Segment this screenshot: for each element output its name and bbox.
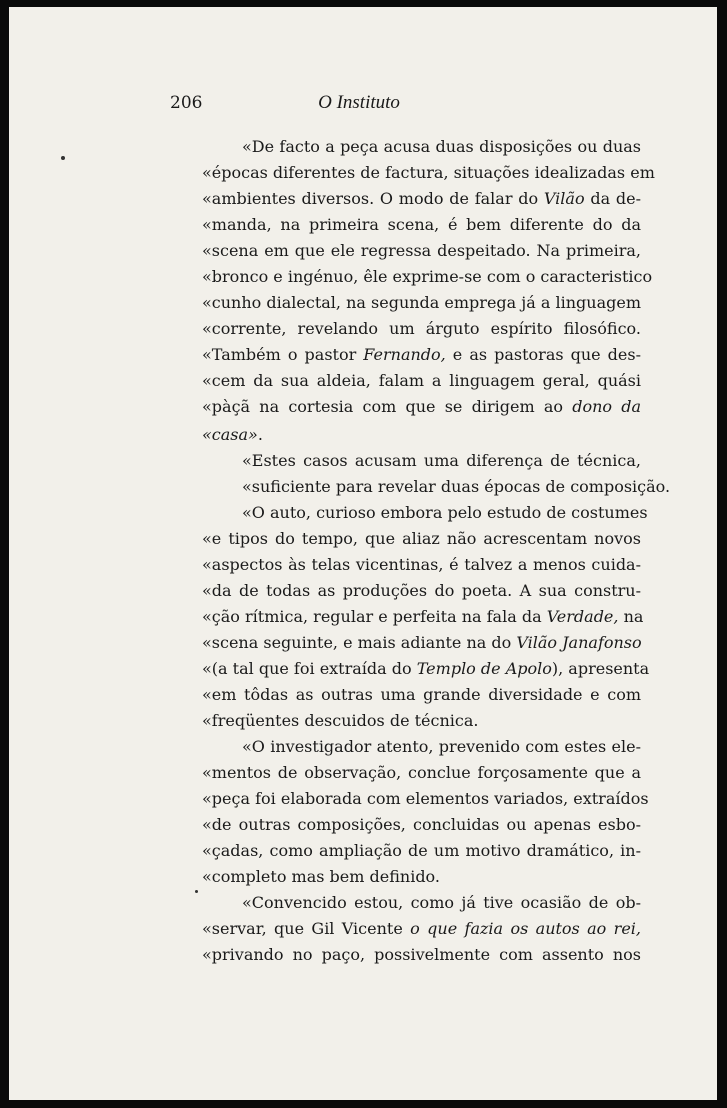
text-line bbox=[202, 916, 641, 942]
text-line bbox=[242, 734, 641, 760]
italic-fragment: o que fazia os autos ao rei, bbox=[410, 919, 641, 938]
text-fragment: ), apresenta bbox=[551, 659, 650, 678]
italic-fragment: Templo de Apolo bbox=[416, 659, 552, 678]
text-line bbox=[242, 448, 641, 474]
text-line bbox=[202, 630, 641, 656]
text-line bbox=[242, 500, 648, 526]
text-line bbox=[202, 422, 641, 448]
text-line bbox=[242, 134, 641, 160]
text-line bbox=[202, 552, 641, 578]
text-fragment: . bbox=[257, 425, 263, 444]
book-page bbox=[9, 7, 717, 1100]
ink-speck bbox=[61, 156, 65, 160]
text-fragment: «freqüentes descuidos de técnica. bbox=[202, 711, 479, 730]
text-line bbox=[202, 838, 641, 864]
text-fragment: «çadas, como ampliação de um motivo dramático, in- bbox=[202, 841, 641, 860]
text-line bbox=[202, 290, 641, 316]
text-fragment: «(a tal que foi extraída do bbox=[202, 659, 417, 678]
ink-speck bbox=[195, 890, 198, 893]
italic-fragment: Vilão bbox=[543, 189, 585, 208]
text-fragment: «pàçã na cortesia com que se dirigem ao bbox=[202, 397, 573, 416]
italic-fragment: dono da bbox=[572, 397, 642, 416]
text-line bbox=[202, 604, 644, 630]
text-fragment: «épocas diferentes de factura, situações idealizadas em bbox=[202, 163, 655, 182]
text-line bbox=[202, 760, 641, 786]
text-line bbox=[242, 890, 641, 916]
italic-fragment: Verdade, bbox=[546, 607, 619, 626]
text-fragment: «manda, na primeira scena, é bem diferente do da bbox=[202, 215, 641, 234]
text-fragment: «e tipos do tempo, que aliaz não acrescentam novos bbox=[202, 529, 641, 548]
text-line bbox=[202, 264, 653, 290]
text-line bbox=[202, 942, 641, 968]
text-line bbox=[202, 682, 641, 708]
text-line bbox=[202, 578, 641, 604]
text-fragment: «aspectos às telas vicentinas, é talvez a menos cuida- bbox=[202, 555, 641, 574]
italic-fragment: Vilão Janafonso bbox=[516, 633, 642, 652]
text-fragment: «mentos de observação, conclue forçosamente que a bbox=[202, 763, 641, 782]
text-line bbox=[202, 186, 641, 212]
text-fragment: «completo mas bem definido. bbox=[202, 867, 440, 886]
text-line bbox=[202, 368, 641, 394]
text-line bbox=[202, 212, 641, 238]
text-fragment: «Estes casos acusam uma diferença de técnica, bbox=[242, 451, 641, 470]
text-line bbox=[202, 812, 641, 838]
text-fragment: «privando no paço, possivelmente com assento nos bbox=[202, 945, 641, 964]
text-fragment: na bbox=[618, 607, 644, 626]
text-line bbox=[202, 656, 650, 682]
text-fragment: «Convencido estou, como já tive ocasião de ob- bbox=[242, 893, 641, 912]
text-line bbox=[202, 342, 641, 368]
text-fragment: «Também o pastor bbox=[202, 345, 364, 364]
text-fragment: «scena em que ele regressa despeitado. Na primeira, bbox=[202, 241, 641, 260]
text-fragment: «ambientes diversos. bbox=[202, 189, 375, 208]
text-fragment: «da de todas as produções do poeta. A sua constru- bbox=[202, 581, 641, 600]
text-line bbox=[202, 316, 641, 342]
text-fragment: «De facto a peça acusa duas disposições ou duas bbox=[242, 137, 641, 156]
text-fragment: «cunho dialectal, na segunda emprega já a linguagem bbox=[202, 293, 641, 312]
text-fragment: «peça foi elaborada com elementos variados, extraídos bbox=[202, 789, 649, 808]
italic-fragment: Fernando, bbox=[363, 345, 446, 364]
text-line bbox=[202, 864, 641, 890]
running-title: O Instituto bbox=[318, 92, 400, 113]
text-fragment: «suficiente para revelar duas épocas de composição. bbox=[242, 477, 671, 496]
text-fragment: O modo de falar do bbox=[374, 189, 544, 208]
text-fragment: «scena seguinte, e mais adiante na do bbox=[202, 633, 517, 652]
text-fragment: «ção rítmica, regular e perfeita na fala da bbox=[202, 607, 547, 626]
text-line bbox=[202, 394, 641, 420]
text-fragment: e as pastoras que des- bbox=[445, 345, 641, 364]
page-number: 206 bbox=[170, 93, 203, 113]
text-line bbox=[202, 238, 641, 264]
text-fragment: «bronco e ingénuo, êle exprime-se com o caracteristico bbox=[202, 267, 653, 286]
text-line bbox=[202, 160, 655, 186]
text-line bbox=[202, 708, 641, 734]
text-fragment: «cem da sua aldeia, falam a linguagem geral, quási bbox=[202, 371, 641, 390]
text-line bbox=[202, 526, 641, 552]
text-line bbox=[202, 786, 649, 812]
italic-fragment: «casa» bbox=[202, 425, 258, 444]
text-fragment: «O auto, curioso embora pelo estudo de costumes bbox=[242, 503, 648, 522]
text-fragment: «de outras composições, concluidas ou apenas esbo- bbox=[202, 815, 641, 834]
text-fragment: «O investigador atento, prevenido com estes ele- bbox=[242, 737, 641, 756]
text-fragment: da de- bbox=[584, 189, 641, 208]
text-fragment: «corrente, revelando um árguto espírito filosófico. bbox=[202, 319, 641, 338]
text-line bbox=[242, 474, 671, 500]
text-fragment: «em tôdas as outras uma grande diversidade e com bbox=[202, 685, 641, 704]
text-fragment: «servar, que Gil Vicente bbox=[202, 919, 411, 938]
